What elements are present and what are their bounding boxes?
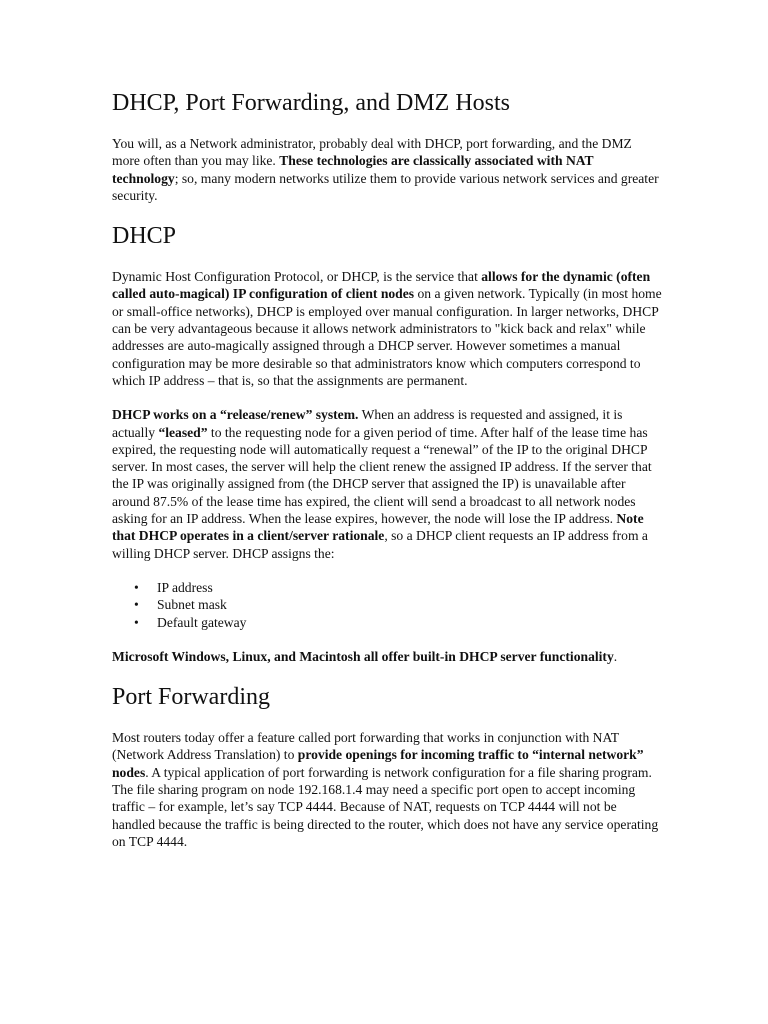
dhcp-p1-bold-1: allows for the dynamic (often called auto-magical) IP configuration of client nodes bbox=[112, 269, 651, 302]
intro-text-2: ; so, many modern networks utilize them to provide various network services and greater security. bbox=[112, 170, 659, 203]
dhcp-p2-text-3: , so a DHCP client requests an IP address from a willing DHCP server. DHCP assigns the: bbox=[112, 528, 648, 561]
dhcp-paragraph-3 bbox=[112, 648, 662, 665]
dhcp-assigns-list bbox=[112, 579, 662, 631]
dhcp-p2-bold-2: “leased” bbox=[158, 424, 208, 440]
dhcp-p2-text-1: When an address is requested and assigned, it is actually bbox=[112, 407, 623, 440]
list-item bbox=[134, 614, 662, 631]
dhcp-p2-bold-1: DHCP works on a “release/renew” system. bbox=[112, 407, 359, 423]
pf-p1-bold-1: provide openings for incoming traffic to “internal network” nodes bbox=[112, 747, 644, 780]
section-heading-dhcp: DHCP bbox=[112, 223, 177, 250]
document-page bbox=[112, 88, 662, 867]
page-title: DHCP, Port Forwarding, and DMZ Hosts bbox=[112, 90, 511, 116]
port-forwarding-paragraph-1 bbox=[112, 729, 662, 850]
section-heading-port-forwarding: Port Forwarding bbox=[112, 684, 270, 711]
list-item-label: Subnet mask bbox=[157, 597, 227, 613]
intro-paragraph bbox=[112, 135, 662, 204]
list-item bbox=[134, 579, 662, 596]
dhcp-p2-text-2: to the requesting node for a given period of time. After half of the lease time has expired, the requesting node will automatically request a “renewal” of the IP to the original DHCP server. In most cases, the server will help the client renew the assigned IP address. If the server that the IP was originally assigned from (the DHCP server that assigned the IP) is unavailable after around 87.5% of the lease time has expired, the client will send a broadcast to all network nodes asking for an IP address. When the lease expires, however, the node will lose the IP address. bbox=[112, 424, 652, 527]
dhcp-p1-text-2: on a given network. Typically (in most home or small-office networks), DHCP is employed over manual configuration. In larger networks, DHCP can be very advantageous because it allows network administrators to "kick back and relax" while addresses are auto-magically assigned through a DHCP server. However sometimes a manual configuration may be more desirable so that administrators know which computers correspond to which IP address – that is, so that the assignments are permanent. bbox=[112, 286, 662, 388]
pf-p1-text-1: Most routers today offer a feature called port forwarding that works in conjunction with NAT (Network Address Translation) to bbox=[112, 730, 619, 763]
intro-bold-1: These technologies are classically associated with NAT technology bbox=[112, 153, 594, 186]
dhcp-p1-text-1: Dynamic Host Configuration Protocol, or DHCP, is the service that bbox=[112, 269, 482, 285]
bullet-icon: • bbox=[134, 597, 139, 613]
pf-p1-text-2: . A typical application of port forwarding is network configuration for a file sharing program. The file sharing program on node 192.168.1.4 may need a specific port open to accept incoming traffic – for example, let’s say TCP 4444. Because of NAT, requests on TCP 4444 will not be handled because the traffic is being directed to the router, which does not have any service operating on TCP 4444. bbox=[112, 764, 659, 849]
list-item bbox=[134, 596, 662, 613]
bullet-icon: • bbox=[134, 579, 139, 595]
dhcp-paragraph-2 bbox=[112, 406, 662, 562]
dhcp-p2-bold-3: Note that DHCP operates in a client/server rationale bbox=[112, 511, 644, 544]
dhcp-p3-bold-1: Microsoft Windows, Linux, and Macintosh all offer built-in DHCP server functionality bbox=[112, 648, 614, 664]
list-item-label: IP address bbox=[157, 579, 213, 595]
bullet-icon: • bbox=[134, 614, 139, 630]
intro-text-1: You will, as a Network administrator, probably deal with DHCP, port forwarding, and the DMZ more often than you may like. bbox=[112, 136, 632, 169]
dhcp-paragraph-1 bbox=[112, 268, 662, 389]
list-item-label: Default gateway bbox=[157, 614, 247, 630]
dhcp-p3-text-1: . bbox=[613, 648, 618, 664]
